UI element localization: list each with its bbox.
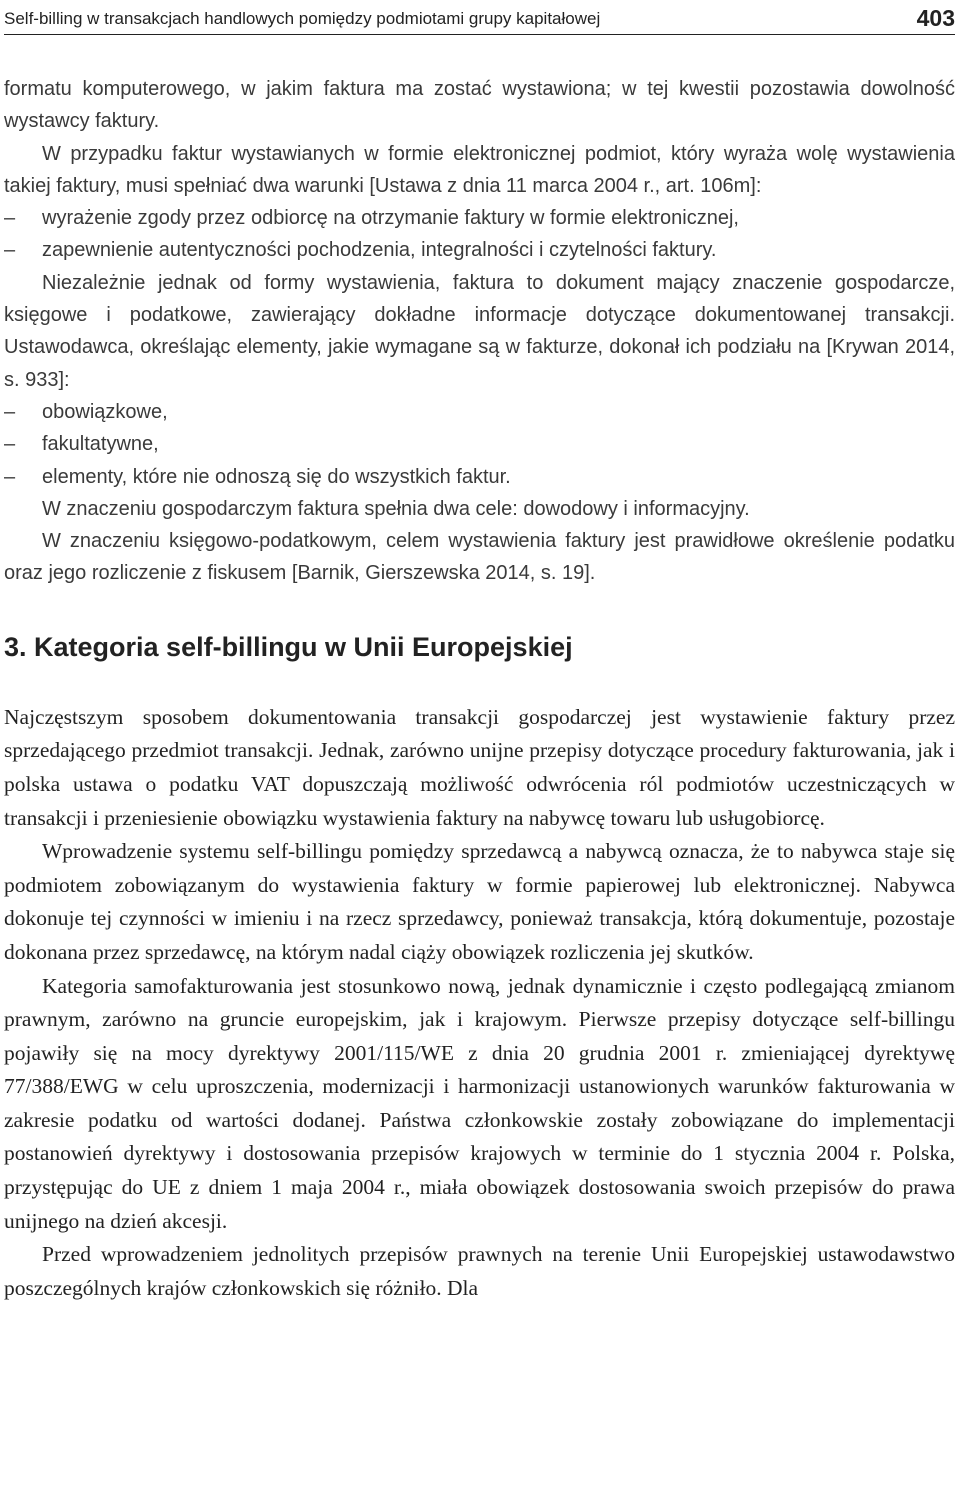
paragraph: Wprowadzenie systemu self-billingu pomiędzy sprzedawcą a nabywcą oznacza, że to nabywca staje się podmiotem zobowiązanym do wystawienia faktury w formie papierowej lub elektronicznej. Nabywca dokonuje tej czynności w imieniu i na rzecz sprzedawcy, ponieważ transakcja, którą dokumentuje, pozostaje dokonana przez sprzedawcę, na którym nadal ciąży obowiązek rozliczenia jej skutków. — [4, 839, 955, 964]
dash-marker: – — [4, 239, 16, 262]
list-item-text: obowiązkowe, — [42, 400, 168, 423]
list-item — [4, 396, 955, 428]
list-item-text: zapewnienie autentyczności pochodzenia, integralności i czytelności faktury. — [42, 239, 717, 262]
paragraph: Przed wprowadzeniem jednolitych przepisów prawnych na terenie Unii Europejskiej ustawodawstwo poszczególnych krajów członkowskich się różniło. Dla — [4, 1242, 955, 1300]
dash-marker: – — [4, 400, 16, 423]
dash-marker: – — [4, 433, 16, 456]
page-number: 403 — [916, 5, 955, 31]
list-item-text: fakultatywne, — [42, 433, 159, 456]
list-item — [4, 234, 955, 266]
serif-text-block — [4, 701, 955, 1306]
dash-marker: – — [4, 465, 16, 488]
dash-marker: – — [4, 207, 16, 230]
section-heading: 3. Kategoria self-billingu w Unii Europejskiej — [4, 631, 573, 662]
dash-list — [4, 202, 955, 267]
paragraph: W znaczeniu gospodarczym faktura spełnia dwa cele: dowodowy i informacyjny. — [42, 497, 750, 520]
paragraph: Niezależnie jednak od formy wystawienia, faktura to dokument mający znaczenie gospodarcze, księgowe i podatkowe, zawierający dokładne informacje dotyczące dokumentowanej transakcji. Ustawodawca, określając elementy, jakie wymagane są w fakturze, dokonał ich podziału na [Krywan 2014, s. 933]: — [4, 271, 955, 391]
paragraph: W znaczeniu księgowo-podatkowym, celem wystawienia faktury jest prawidłowe określenie podatku oraz jego rozliczenie z fiskusem [Barnik, Gierszewska 2014, s. 19]. — [4, 530, 955, 585]
list-item-text: elementy, które nie odnoszą się do wszystkich faktur. — [42, 465, 511, 488]
list-item — [4, 428, 955, 460]
paragraph: formatu komputerowego, w jakim faktura ma zostać wystawiona; w tej kwestii pozostawia dowolność wystawcy faktury. — [4, 78, 955, 133]
sans-text-block — [4, 73, 955, 590]
paragraph: W przypadku faktur wystawianych w formie elektronicznej podmiot, który wyraża wolę wystawienia takiej faktury, musi spełniać dwa warunki [Ustawa z dnia 11 marca 2004 r., art. 106m]: — [4, 142, 955, 197]
running-title: Self-billing w transakcjach handlowych pomiędzy podmiotami grupy kapitałowej — [4, 9, 601, 28]
list-item-text: wyrażenie zgody przez odbiorcę na otrzymanie faktury w formie elektronicznej, — [42, 207, 739, 230]
dash-list — [4, 396, 955, 493]
paragraph: Najczęstszym sposobem dokumentowania transakcji gospodarczej jest wystawienie faktury przez sprzedającego przedmiot transakcji. Jednak, zarówno unijne przepisy dotyczące procedury fakturowania, jak i polska ustawa o podatku VAT dopuszczają możliwość odwrócenia ról podmiotów uczestniczących w transakcji i przeniesienie obowiązku wystawienia faktury na nabywcę towaru lub usługobiorcę. — [4, 704, 955, 830]
running-header — [4, 0, 955, 35]
list-item — [4, 202, 955, 234]
list-item — [4, 461, 955, 493]
paragraph: Kategoria samofakturowania jest stosunkowo nową, jednak dynamicznie i często podlegającą zmianom prawnym, zarówno na gruncie europejskim, jak i krajowym. Pierwsze przepisy dotyczące self-billingu pojawiły się na mocy dyrektywy 2001/115/WE z dnia 20 grudnia 2001 r. zmieniającej dyrektywę 77/388/EWG w celu uproszczenia, modernizacji i harmonizacji ustanowionych warunków fakturowania w zakresie podatku od wartości dodanej. Państwa członkowskie zostały zobowiązane do implementacji postanowień dyrektywy i dostosowania przepisów krajowych w terminie do 1 stycznia 2004 r. Polska, przystępując do UE z dniem 1 maja 2004 r., miała obowiązek dostosowania swoich przepisów do prawa unijnego na dzień akcesji. — [4, 973, 955, 1233]
